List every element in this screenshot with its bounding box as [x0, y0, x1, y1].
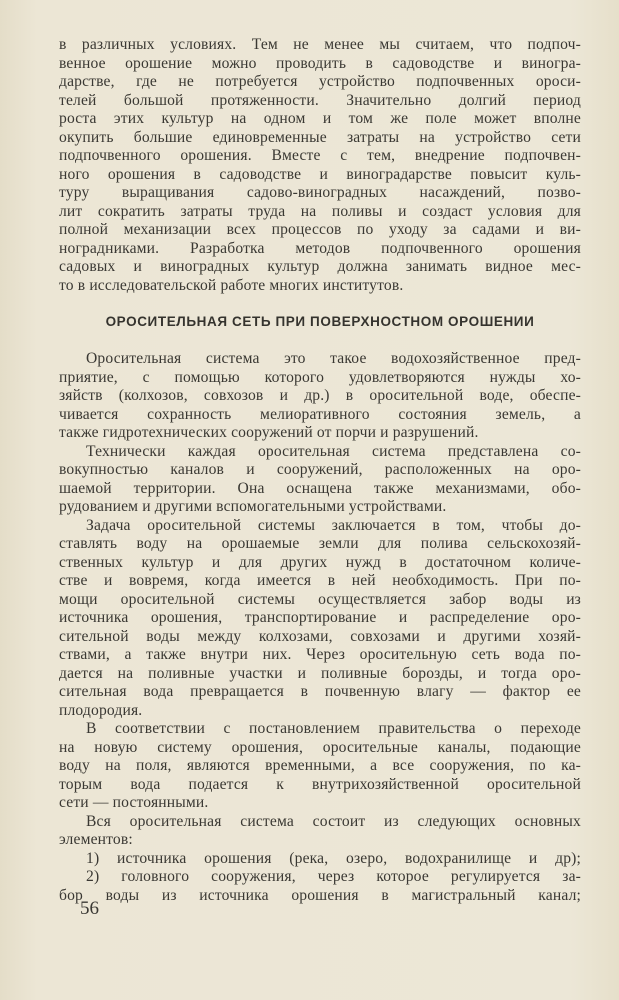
section-body [59, 350, 581, 905]
text-line: Задача оросительной системы заключается в том, чтобы до- [86, 516, 581, 534]
text-line: рудованием и другими вспомогательными устройствами. [59, 498, 447, 515]
text-line: садовых и виноградных культур должна занимать видное мес- [59, 258, 581, 275]
text-line: дарстве, где не потребуется устройство подпочвенных ороси- [59, 73, 581, 90]
text-line: на новую систему орошения, оросительные каналы, подающие [59, 738, 581, 756]
text-line: дается на поливные участки и поливные борозды, и тогда оро- [59, 664, 581, 682]
text-line: элементов: [59, 831, 133, 848]
text-line: подпочвенного орошения. Вместе с тем, внедрение подпочвен- [59, 147, 581, 164]
text-line: торым вода подается к внутрихозяйственной оросительной [59, 775, 581, 793]
text-line: Технически каждая оросительная система представлена со- [86, 442, 581, 460]
text-line: ственных культур и для других нужд в достаточном количе- [59, 553, 581, 571]
text-line: В соответствии с постановлением правительства о переходе [86, 720, 581, 737]
text-line: бор воды из источника орошения в магистральный канал; [59, 886, 581, 904]
text-line: сительная вода превращается в почвенную влагу — фактор ее [59, 683, 581, 700]
text-line: Вся оросительная система состоит из следующих основных [86, 812, 581, 830]
text-line: лит сократить затраты труда на поливы и создаст условия для [59, 202, 581, 220]
text-line: Оросительная система это такое водохозяйственное пред- [86, 350, 581, 367]
text-line: источника орошения, транспортирование и распределение оро- [59, 609, 581, 626]
text-line: чивается сохранность мелиоративного состояния земель, а [59, 405, 581, 423]
text-line: приятие, с помощью которого удовлетворяются нужды хо- [59, 368, 581, 386]
text-line: венное орошение можно проводить в садоводстве и виногра- [59, 54, 581, 72]
text-line: зяйств (колхозов, совхозов и др.) в оросительной воде, обеспе- [59, 387, 581, 404]
text-line: туру выращивания садово-виноградных насаждений, позво- [59, 184, 581, 201]
text-line: шаемой территории. Она оснащена также механизмами, обо- [59, 479, 581, 497]
text-line: роста этих культур на одном и том же поле может вполне [59, 110, 581, 127]
paragraph-continuation [59, 36, 581, 295]
text-line: в различных условиях. Тем не менее мы считаем, что подпоч- [59, 36, 581, 53]
text-line: сительной воды между колхозами, совхозами и другими хозяй- [59, 627, 581, 645]
list-item: 2) головного сооружения, через которое регулируется за- [86, 868, 581, 885]
text-line: сети — постоянными. [59, 794, 209, 811]
text-line: телей большой протяженности. Значительно долгий период [59, 91, 581, 109]
text-line: ноградниками. Разработка методов подпочвенного орошения [59, 239, 581, 257]
text-line: также гидротехнических сооружений от порчи и разрушений. [59, 424, 479, 441]
text-line: воду на поля, являются временными, а все сооружения, по ка- [59, 757, 581, 774]
text-line: мощи оросительной системы осуществляется забор воды из [59, 590, 581, 608]
text-line: полной механизации всех процессов по уходу за садами и ви- [59, 221, 581, 238]
text-line: вокупностью каналов и сооружений, расположенных на оро- [59, 461, 581, 478]
text-line: ствами, а также внутри них. Через оросительную сеть вода по- [59, 646, 581, 663]
list-item: 1) источника орошения (река, озеро, водохранилище и др); [86, 849, 581, 867]
text-line: стве и вовремя, когда имеется в ней необходимость. При по- [59, 572, 581, 589]
page-number: 56 [80, 898, 99, 919]
text-line: ставлять воду на орошаемые земли для полива сельскохозяй- [59, 535, 581, 552]
text-line: окупить большие единовременные затраты на устройство сети [59, 128, 581, 146]
text-line: то в исследовательской работе многих институтов. [59, 276, 404, 294]
section-heading: ОРОСИТЕЛЬНАЯ СЕТЬ ПРИ ПОВЕРХНОСТНОМ ОРОШЕНИИ [105, 314, 535, 329]
text-line: плодородия. [59, 701, 143, 719]
text-line: ного орошения в садоводстве и виноградарстве повысит куль- [59, 165, 581, 183]
